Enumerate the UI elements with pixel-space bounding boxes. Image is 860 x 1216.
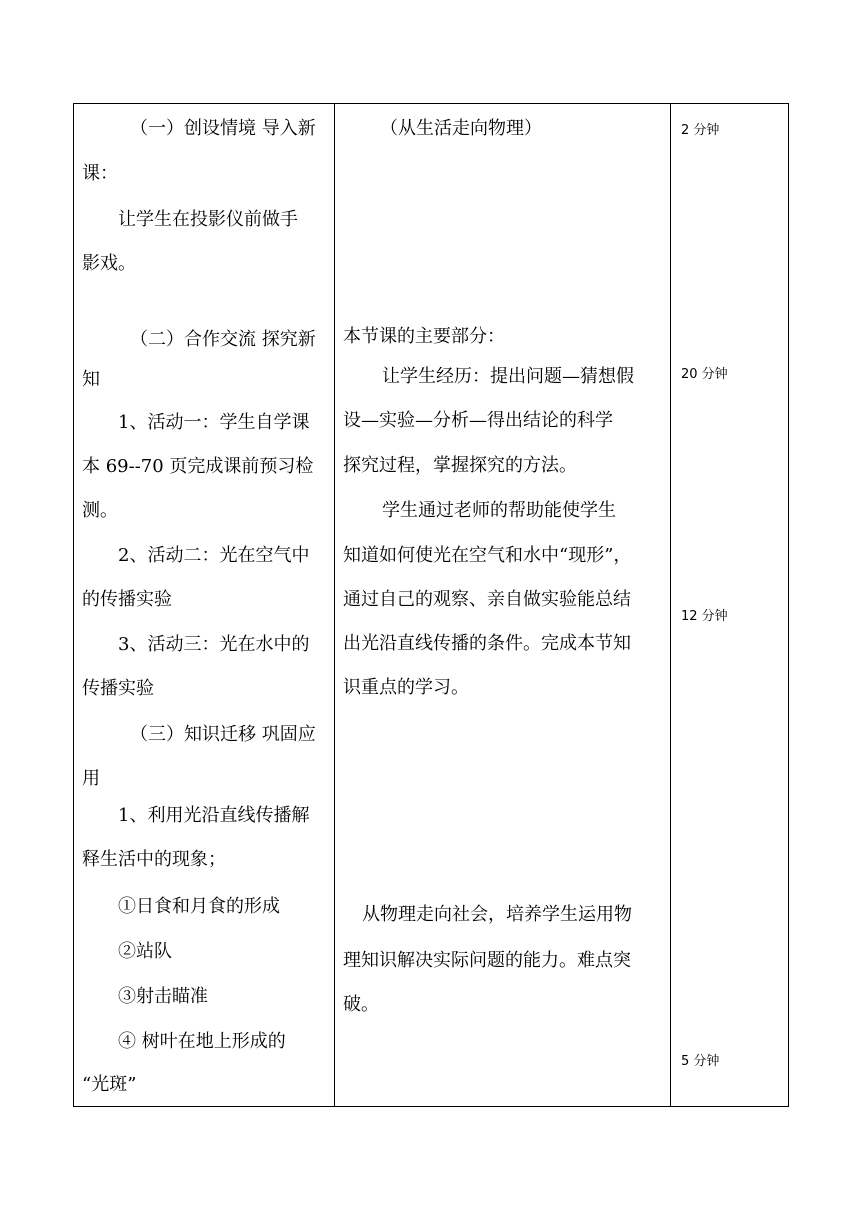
section-heading: 知: [82, 369, 100, 390]
activity-text: 2、活动二：光在空气中: [118, 545, 310, 566]
list-item: ④ 树叶在地上形成的: [118, 1031, 286, 1052]
intent-text: 从物理走向社会，培养学生运用物: [362, 904, 632, 925]
intent-heading: （从生活走向物理）: [380, 118, 542, 139]
activity-text: 让学生在投影仪前做手: [118, 209, 298, 230]
intent-text: 设—实验—分析—得出结论的科学: [343, 410, 613, 431]
section-heading: （三）知识迁移 巩固应: [130, 724, 316, 745]
time-label: 12 分钟: [681, 609, 728, 624]
activity-text: 1、利用光沿直线传播解: [118, 805, 310, 826]
section-heading: 用: [82, 768, 100, 789]
section-heading: （一）创设情境 导入新: [130, 118, 316, 139]
activity-text: 3、活动三：光在水中的: [118, 634, 310, 655]
column-divider: [334, 104, 335, 1106]
time-label: 20 分钟: [681, 367, 728, 382]
intent-text: 学生通过老师的帮助能使学生: [382, 500, 616, 521]
time-label: 2 分钟: [681, 123, 720, 138]
intent-text: 理知识解决实际问题的能力。难点突: [343, 950, 631, 971]
activity-text: 传播实验: [82, 678, 154, 699]
intent-text: 让学生经历：提出问题—猜想假: [382, 366, 634, 387]
intent-text: 通过自己的观察、亲自做实验能总结: [343, 589, 631, 610]
section-heading: （二）合作交流 探究新: [130, 329, 316, 350]
intent-text: 破。: [343, 994, 379, 1015]
time-label: 5 分钟: [681, 1054, 720, 1069]
list-item: ①日食和月食的形成: [118, 896, 280, 917]
activity-text: 本 69--70 页完成课前预习检: [82, 456, 314, 477]
intent-text: 探究过程，掌握探究的方法。: [343, 455, 577, 476]
intent-text: 出光沿直线传播的条件。完成本节知: [343, 633, 631, 654]
intent-heading: 本节课的主要部分：: [343, 326, 505, 347]
intent-text: 知道如何使光在空气和水中“现形”，: [343, 545, 632, 566]
activity-text: 1、活动一：学生自学课: [118, 412, 310, 433]
activity-text: 释生活中的现象；: [82, 849, 226, 870]
list-item: ③射击瞄准: [118, 986, 208, 1007]
activity-text: 影戏。: [82, 253, 136, 274]
intent-text: 识重点的学习。: [343, 677, 469, 698]
list-item: ②站队: [118, 941, 172, 962]
list-item: “光斑”: [82, 1074, 137, 1095]
activity-text: 的传播实验: [82, 589, 172, 610]
column-divider: [670, 104, 671, 1106]
section-heading: 课：: [82, 163, 118, 184]
activity-text: 测。: [82, 500, 118, 521]
